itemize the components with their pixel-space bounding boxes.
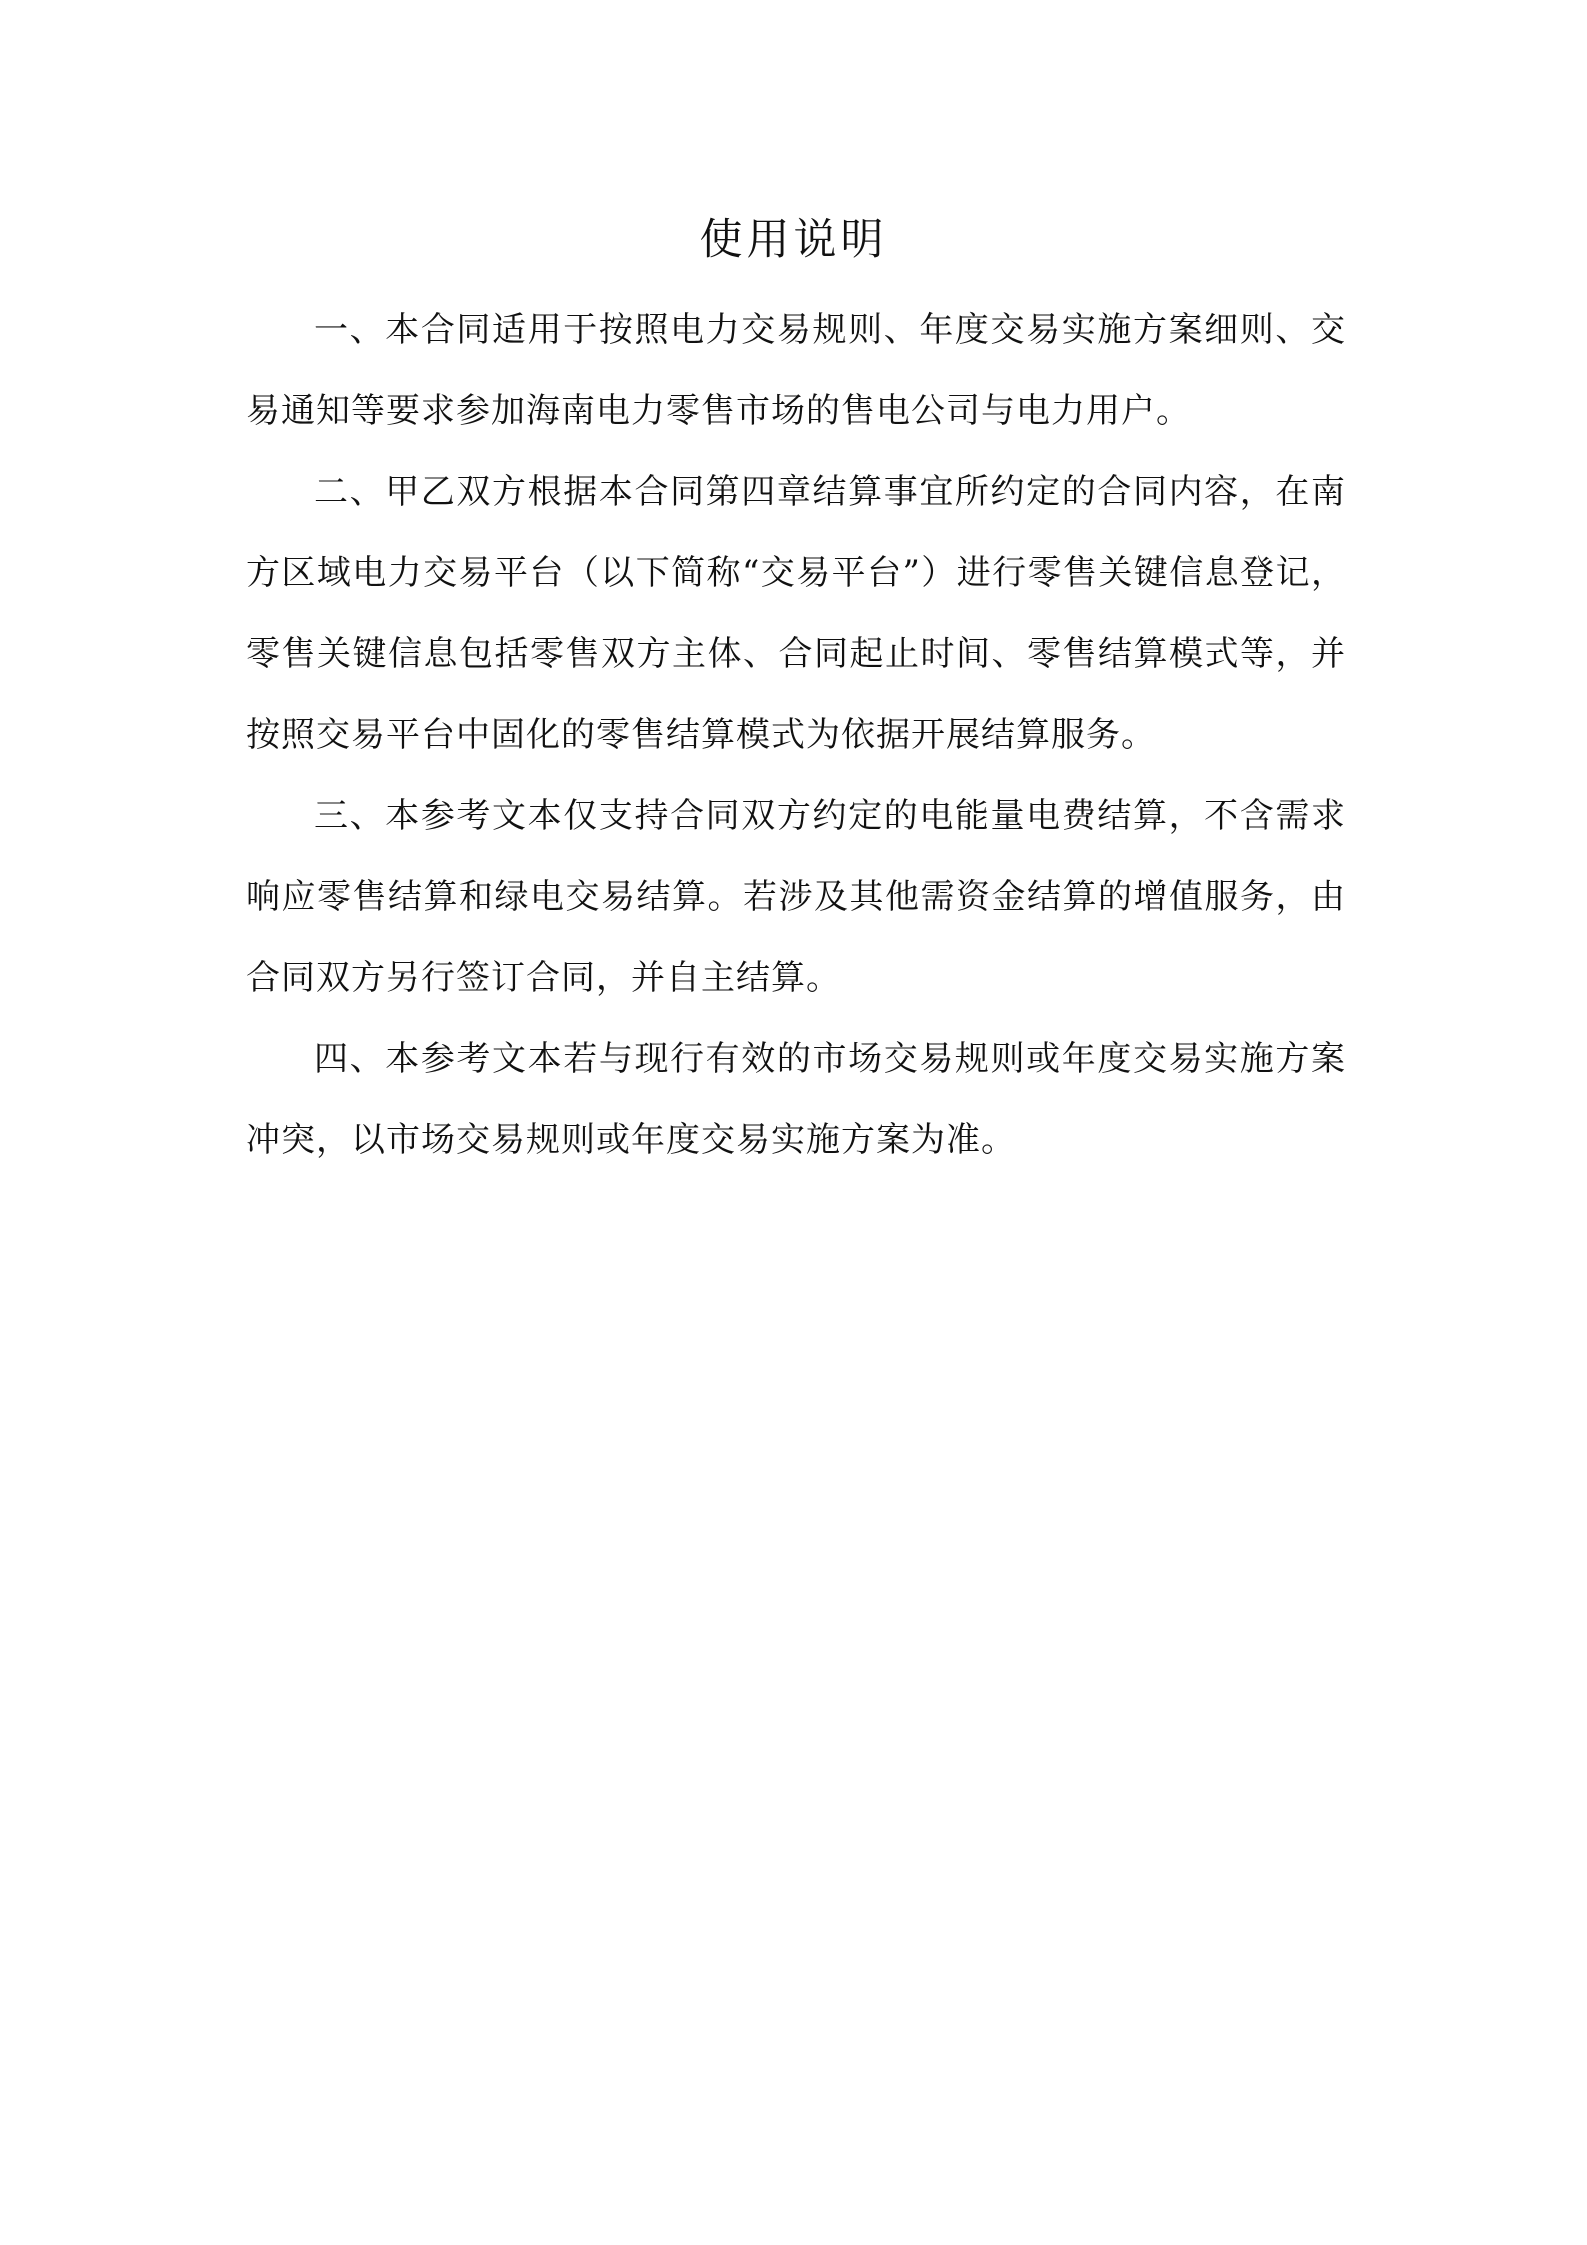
- paragraph-3: 三、本参考文本仅支持合同双方约定的电能量电费结算，不含需求响应零售结算和绿电交易结算。若涉及其他需资金结算的增值服务，由合同双方另行签订合同，并自主结算。: [246, 796, 1346, 998]
- document-title: 使用说明: [699, 215, 888, 265]
- paragraph-4: 四、本参考文本若与现行有效的市场交易规则或年度交易实施方案冲突，以市场交易规则或年度交易实施方案为准。: [246, 1039, 1346, 1160]
- paragraph-1: 一、本合同适用于按照电力交易规则、年度交易实施方案细则、交易通知等要求参加海南电力零售市场的售电公司与电力用户。: [246, 310, 1346, 431]
- document-body: [246, 290, 1346, 1181]
- paragraph-2: 二、甲乙双方根据本合同第四章结算事宜所约定的合同内容，在南方区域电力交易平台（以下简称“交易平台”）进行零售关键信息登记，零售关键信息包括零售双方主体、合同起止时间、零售结算模式等，并按照交易平台中固化的零售结算模式为依据开展结算服务。: [246, 472, 1346, 755]
